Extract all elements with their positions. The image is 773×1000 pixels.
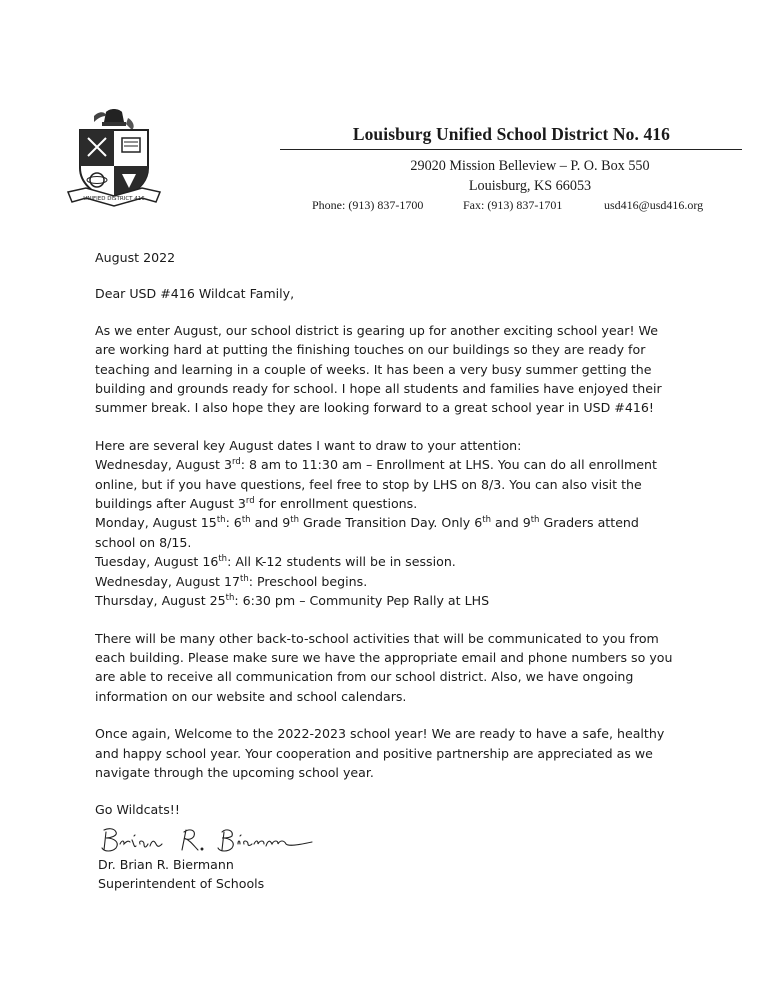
- paragraph-activities: [95, 629, 695, 707]
- letter-date: August 2022: [95, 250, 176, 265]
- text-line: There will be many other back-to-school activities that will be communicated to you from: [95, 630, 659, 646]
- letter-body: [95, 248, 695, 820]
- dates-intro: Here are several key August dates I want to draw to your attention:: [95, 437, 522, 453]
- fax-number: Fax: (913) 837-1701: [463, 198, 563, 212]
- email-address: usd416@usd416.org: [604, 198, 704, 212]
- text-line: summer break. I also hope they are looking forward to a great school year in USD #416!: [95, 400, 654, 416]
- paragraph-welcome: [95, 724, 695, 782]
- svg-text:UNIFIED DISTRICT 416: UNIFIED DISTRICT 416: [83, 196, 145, 202]
- district-crest-logo: [66, 108, 162, 212]
- salutation: Dear USD #416 Wildcat Family,: [95, 286, 295, 302]
- text-line: teaching and learning in a couple of weeks. It has been a very busy summer getting the: [95, 361, 652, 377]
- signature-block: [98, 855, 264, 894]
- address: [280, 156, 742, 196]
- signer-title: Superintendent of Schools: [98, 876, 265, 892]
- paragraph-intro: [95, 321, 695, 418]
- letterhead: [280, 124, 742, 196]
- text-line: As we enter August, our school district is gearing up for another exciting school year! We: [95, 322, 659, 338]
- date-item-aug-15: Monday, August 15th: 6th and 9th Grade Transition Day. Only 6th and 9th Graders attend: [95, 515, 639, 531]
- handwritten-signature: [98, 822, 318, 858]
- date-item-aug-16: Tuesday, August 16th: All K-12 students will be in session.: [95, 554, 456, 570]
- address-line-1: 29020 Mission Belleview – P. O. Box 550: [410, 158, 650, 174]
- text-line: Once again, Welcome to the 2022-2023 school year! We are ready to have a safe, healthy: [95, 726, 665, 742]
- text-line: navigate through the upcoming school year.: [95, 764, 374, 780]
- signer-name: Dr. Brian R. Biermann: [98, 857, 234, 872]
- text-line: buildings after August 3rd for enrollment questions.: [95, 496, 418, 512]
- text-line: building and grounds ready for school. I hope all students and families have enjoyed their: [95, 381, 662, 397]
- text-line: information on our website and school calendars.: [95, 688, 407, 704]
- text-line: school on 8/15.: [95, 534, 192, 550]
- closing: Go Wildcats!!: [95, 802, 180, 818]
- date-item-aug-17: Wednesday, August 17th: Preschool begins.: [95, 573, 368, 589]
- text-line: each building. Please make sure we have the appropriate email and phone numbers so you: [95, 649, 673, 665]
- phone-number: Phone: (913) 837-1700: [312, 198, 424, 212]
- key-dates: [95, 436, 695, 611]
- address-line-2: Louisburg, KS 66053: [468, 178, 592, 194]
- text-line: and happy school year. Your cooperation and positive partnership are appreciated as we: [95, 745, 653, 761]
- text-line: are able to receive all communication from our school district. Also, we have ongoing: [95, 669, 634, 685]
- district-name: Louisburg Unified School District No. 416: [280, 124, 742, 150]
- date-item-aug-25: Thursday, August 25th: 6:30 pm – Community Pep Rally at LHS: [95, 593, 490, 609]
- text-line: online, but if you have questions, feel free to stop by LHS on 8/3. You can also visit the: [95, 476, 642, 492]
- text-line: are working hard at putting the finishing touches on our buildings so they are ready for: [95, 342, 646, 358]
- date-item-aug-3: Wednesday, August 3rd: 8 am to 11:30 am – Enrollment at LHS. You can do all enrollment: [95, 457, 657, 473]
